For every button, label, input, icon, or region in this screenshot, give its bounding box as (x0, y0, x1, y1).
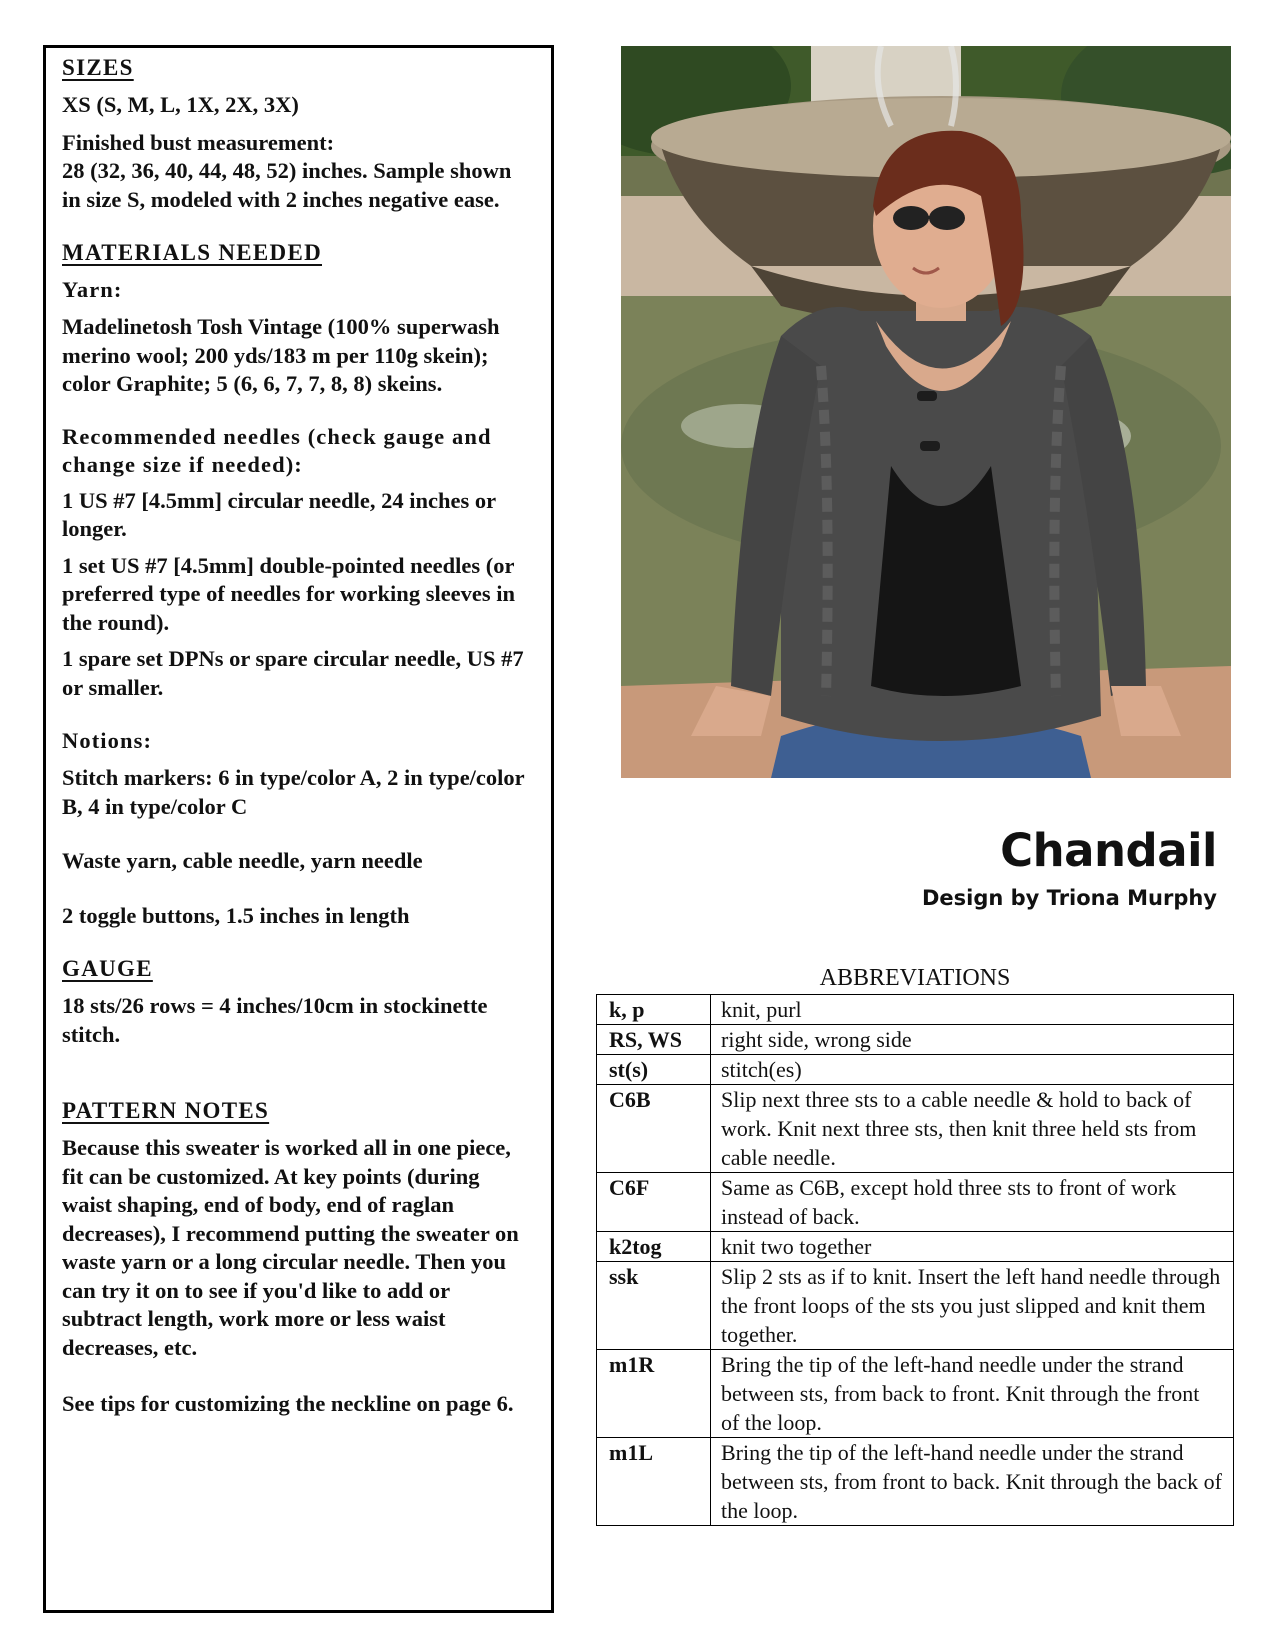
abbreviation-term: C6B (597, 1085, 711, 1173)
abbreviation-row (597, 1173, 1234, 1232)
pattern-info-box (43, 45, 554, 1613)
sizes-list: XS (S, M, L, 1X, 2X, 3X) (62, 92, 299, 117)
sizes-heading: SIZES (62, 55, 134, 80)
yarn-text: Madelinetosh Tosh Vintage (100% superwash merino wool; 200 yds/183 m per 110g skein); color Graphite; 5 (6, 6, 7, 7, 8, 8) skeins. (62, 314, 500, 396)
abbreviations-caption: ABBREVIATIONS (819, 965, 1011, 991)
notion-item-2: Waste yarn, cable needle, yarn needle (62, 848, 423, 873)
abbreviation-term: RS, WS (597, 1025, 711, 1055)
abbreviation-term: m1R (597, 1350, 711, 1438)
abbreviation-definition: right side, wrong side (711, 1025, 1234, 1055)
abbreviation-row (597, 1350, 1234, 1438)
gauge-heading: GAUGE (62, 956, 153, 981)
abbreviation-definition: stitch(es) (711, 1055, 1234, 1085)
abbreviation-term: k2tog (597, 1232, 711, 1262)
abbreviation-definition: Same as C6B, except hold three sts to front of work instead of back. (711, 1173, 1234, 1232)
notion-item-1: Stitch markers: 6 in type/color A, 2 in type/color B, 4 in type/color C (62, 765, 525, 819)
abbreviation-row (597, 1232, 1234, 1262)
abbreviation-term: k, p (597, 995, 711, 1025)
abbreviation-row (597, 1055, 1234, 1085)
pattern-notes-heading: PATTERN NOTES (62, 1098, 270, 1123)
abbreviation-definition: Slip next three sts to a cable needle & hold to back of work. Knit next three sts, then knit three held sts from cable needle. (711, 1085, 1234, 1173)
sweater-model-photo (621, 46, 1231, 778)
abbreviation-row (597, 995, 1234, 1025)
bust-label: Finished bust measurement: (62, 129, 335, 155)
designer-byline: Design by Triona Murphy (921, 886, 1217, 910)
abbreviation-term: st(s) (597, 1055, 711, 1085)
abbreviation-term: C6F (597, 1173, 711, 1232)
needle-item-3: 1 spare set DPNs or spare circular needle, US #7 or smaller. (62, 646, 524, 700)
needle-item-1: 1 US #7 [4.5mm] circular needle, 24 inches or longer. (62, 487, 496, 541)
pattern-title: Chandail (1000, 824, 1217, 877)
abbreviation-definition: Bring the tip of the left-hand needle under the strand between sts, from front to back. Knit through the back of the loop. (711, 1438, 1234, 1526)
abbreviation-row (597, 1262, 1234, 1350)
abbreviation-row (597, 1025, 1234, 1055)
neckline-tip: See tips for customizing the neckline on page 6. (62, 1391, 514, 1416)
gauge-text: 18 sts/26 rows = 4 inches/10cm in stockinette stitch. (62, 993, 488, 1047)
materials-heading: MATERIALS NEEDED (62, 240, 322, 265)
notions-label: Notions: (62, 728, 153, 753)
needles-label: Recommended needles (check gauge and change size if needed): (62, 423, 492, 477)
needle-item-2: 1 set US #7 [4.5mm] double-pointed needles (or preferred type of needles for working sleeves in the round). (62, 552, 516, 635)
abbreviation-row (597, 1438, 1234, 1526)
yarn-label: Yarn: (62, 277, 123, 302)
pattern-notes-text: Because this sweater is worked all in one piece, fit can be customized. At key points (during waist shaping, end of body, end of raglan decreases), I recommend putting the sweater on waste yarn or a long circular needle. Then you can try it on to see if you'd like to add or subtract length, work more or less waist decreases, etc. (62, 1135, 519, 1360)
abbreviation-definition: Bring the tip of the left-hand needle under the strand between sts, from back to front. Knit through the front of the loop. (711, 1350, 1234, 1438)
abbreviation-row (597, 1085, 1234, 1173)
abbreviation-definition: knit two together (711, 1232, 1234, 1262)
abbreviation-term: m1L (597, 1438, 711, 1526)
notion-item-3: 2 toggle buttons, 1.5 inches in length (62, 902, 410, 928)
bust-text: 28 (32, 36, 40, 44, 48, 52) inches. Sample shown in size S, modeled with 2 inches negative ease. (62, 158, 512, 212)
abbreviation-term: ssk (597, 1262, 711, 1350)
abbreviation-definition: knit, purl (711, 995, 1234, 1025)
abbreviations-table (596, 994, 1234, 1526)
abbreviation-definition: Slip 2 sts as if to knit. Insert the left hand needle through the front loops of the sts you just slipped and knit them together. (711, 1262, 1234, 1350)
